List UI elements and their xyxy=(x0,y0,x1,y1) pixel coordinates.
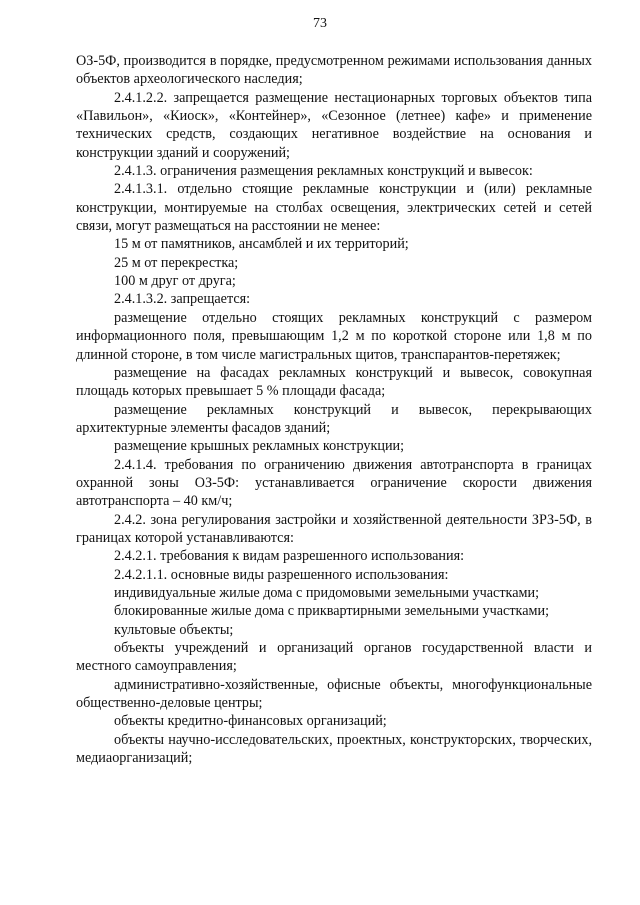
paragraph: 2.4.1.3.1. отдельно стоящие рекламные конструкции и (или) рекламные конструкции, монтируемые на столбах освещения, электрических сетей и сетей связи, могут размещаться на расстоянии не менее: xyxy=(76,181,592,235)
paragraph: 2.4.2. зона регулирования застройки и хозяйственной деятельности ЗРЗ-5Ф, в границах которой устанавливаются: xyxy=(76,511,592,546)
paragraph: объекты научно-исследовательских, проектных, конструкторских, творческих, медиаорганизаций; xyxy=(76,731,592,767)
paragraph: 2.4.1.2.2. запрещается размещение нестационарных торговых объектов типа «Павильон», «Киоск», «Контейнер», «Сезонное (летнее) кафе» и применение технических средств, создающих негативное воздействие на основания и конструкции зданий и сооружений; xyxy=(76,89,592,161)
paragraph: размещение крышных рекламных конструкции; xyxy=(114,438,405,455)
paragraph: ОЗ-5Ф, производится в порядке, предусмотренном режимами использования данных объектов археологического наследия; xyxy=(76,53,592,88)
paragraph: блокированные жилые дома с приквартирными земельными участками; xyxy=(114,603,550,620)
paragraph: 15 м от памятников, ансамблей и их территорий; xyxy=(114,236,409,253)
paragraph: 2.4.2.1. требования к видам разрешенного использования: xyxy=(114,548,465,565)
paragraph: 2.4.2.1.1. основные виды разрешенного использования: xyxy=(114,566,449,583)
paragraph: объекты учреждений и организаций органов государственной власти и местного самоуправления; xyxy=(76,640,592,675)
paragraph: размещение на фасадах рекламных конструкций и вывесок, совокупная площадь которых превышает 5 % площади фасада; xyxy=(76,364,592,400)
paragraph: 100 м друг от друга; xyxy=(114,273,236,290)
page-number: 73 xyxy=(313,16,327,31)
paragraph: культовые объекты; xyxy=(114,621,234,638)
paragraph: 25 м от перекрестка; xyxy=(114,254,239,271)
paragraph: индивидуальные жилые дома с придомовыми земельными участками; xyxy=(114,584,540,601)
paragraph: объекты кредитно-финансовых организаций; xyxy=(114,713,387,730)
paragraph: размещение отдельно стоящих рекламных конструкций с размером информационного поля, превышающим 1,2 м по короткой стороне или 1,8 м по длинной стороне, в том числе магистральных щитов, транспарантов-перетяжек; xyxy=(76,309,592,363)
paragraph: размещение рекламных конструкций и вывесок, перекрывающих архитектурные элементы фасадов зданий; xyxy=(76,401,592,436)
paragraph: 2.4.1.3.2. запрещается: xyxy=(114,291,251,308)
paragraph: 2.4.1.4. требования по ограничению движения автотранспорта в границах охранной зоны ОЗ-5Ф: устанавливается ограничение скорости движения автотранспорта – 40 км/ч; xyxy=(76,456,592,510)
document-body xyxy=(76,52,592,767)
paragraph: 2.4.1.3. ограничения размещения рекламных конструкций и вывесок: xyxy=(114,163,533,180)
paragraph: административно-хозяйственные, офисные объекты, многофункциональные общественно-деловые центры; xyxy=(76,676,592,712)
